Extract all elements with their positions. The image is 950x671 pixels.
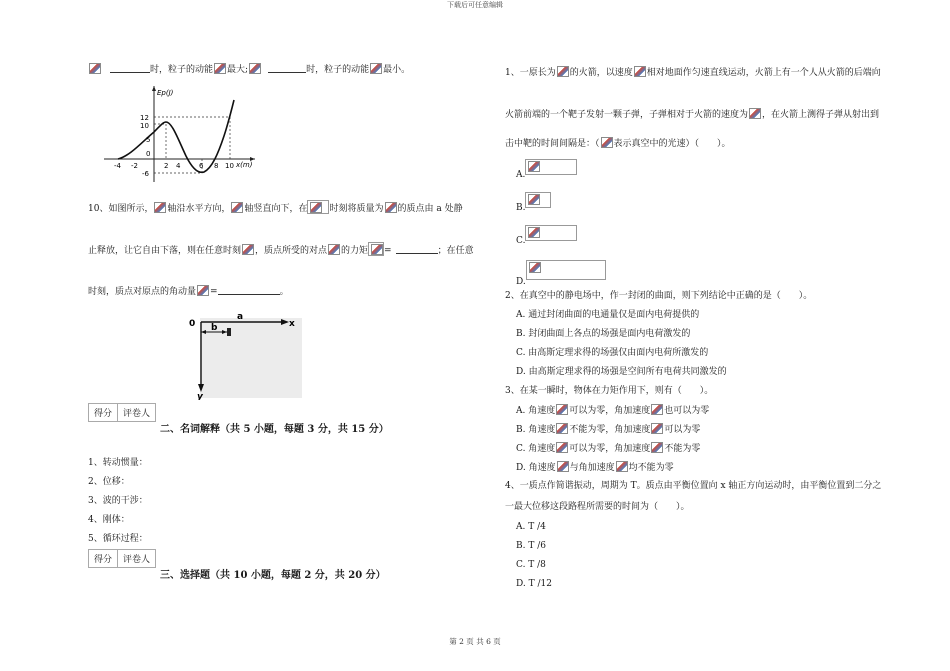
x-tick-label: 4 <box>176 162 181 170</box>
q1-option-c[interactable]: C. <box>516 225 577 247</box>
a-label: a <box>237 312 244 322</box>
formula-image-icon <box>634 66 646 77</box>
x-tick-label: -2 <box>131 162 138 170</box>
y-tick-label: 0 <box>146 150 151 158</box>
formula-image-icon <box>528 194 540 205</box>
formula-image-icon <box>242 244 254 255</box>
q4-line2: 一最大位移这段路程所需要的时间为（ ）。 <box>505 502 690 512</box>
q10-line1: 10、如图所示， 轴沿水平方向， 轴竖直向下，在 时刻将质量为 的质点由 a 处静 <box>88 200 463 215</box>
q4-option-b[interactable]: B. T /6 <box>516 541 546 551</box>
formula-image-icon <box>651 423 663 434</box>
q2-stem: 2、在真空中的静电场中，作一封闭的曲面，则下列结论中正确的是（ ）。 <box>505 291 813 301</box>
q1-option-d[interactable]: D. <box>516 260 606 288</box>
coordinate-diagram <box>185 308 305 400</box>
x-tick-label: 2 <box>164 162 169 170</box>
formula-image-icon <box>616 461 628 472</box>
formula-image-icon <box>89 63 101 74</box>
formula-image-icon <box>557 461 569 472</box>
x-tick-label: -4 <box>114 162 121 170</box>
formula-image-icon <box>371 244 383 255</box>
formula-image-icon <box>529 262 541 273</box>
x-tick-label: 6 <box>199 162 204 170</box>
formula-image-icon <box>556 404 568 415</box>
y-tick-label: -6 <box>142 170 149 178</box>
q1-option-a[interactable]: A. <box>516 159 577 181</box>
formula-image-icon <box>556 423 568 434</box>
score-box: 得分 评卷人 <box>88 403 156 422</box>
page-footer: 第 2 页 共 6 页 <box>449 637 501 646</box>
formula-image-icon <box>385 202 397 213</box>
potential-energy-graph <box>100 84 260 184</box>
y-label: y <box>197 392 203 400</box>
q3-option-c[interactable]: C. 角速度 可以为零，角加速度 不能为零 <box>516 444 701 454</box>
formula-image-box <box>526 260 606 280</box>
formula-image-icon <box>154 202 166 213</box>
formula-image-icon <box>310 202 322 213</box>
q4-option-c[interactable]: C. T /8 <box>516 560 546 570</box>
q1-option-b[interactable]: B. <box>516 192 551 214</box>
x-axis-label: x(m) <box>236 161 253 169</box>
y-tick-label: 5 <box>146 136 151 144</box>
formula-image-icon <box>231 202 243 213</box>
score-box: 得分 评卷人 <box>88 549 156 568</box>
section-2-title: 二、名词解释（共 5 小题，每题 3 分，共 15 分） <box>160 424 389 435</box>
formula-image-icon <box>557 66 569 77</box>
q2-option-b[interactable]: B. 封闭曲面上各点的场强是面内电荷激发的 <box>516 329 691 339</box>
y-axis-label: Ep(J) <box>157 89 174 97</box>
q2-option-a[interactable]: A. 通过封闭曲面的电通量仅是面内电荷提供的 <box>516 310 700 320</box>
formula-image-box <box>525 192 551 208</box>
term-item: 1、转动惯量： <box>88 458 148 468</box>
origin-label: 0 <box>189 319 196 329</box>
q3-option-d[interactable]: D. 角速度 与角加速度 均不能为零 <box>516 463 674 473</box>
q3-option-a[interactable]: A. 角速度 可以为零，角加速度 也可以为零 <box>516 406 710 416</box>
term-item: 4、刚体： <box>88 515 130 525</box>
q4-line1: 4、一质点作简谐振动，周期为 T。质点由平衡位置向 x 轴正方向运动时，由平衡位置到二分之 <box>505 481 882 491</box>
formula-image-icon <box>249 63 261 74</box>
y-tick-label: 10 <box>140 122 149 130</box>
formula-image-icon <box>556 442 568 453</box>
formula-image-box <box>525 225 577 241</box>
formula-image-icon <box>651 442 663 453</box>
formula-image-icon <box>370 63 382 74</box>
formula-image-icon <box>749 108 761 119</box>
formula-image-box <box>307 200 329 214</box>
formula-image-icon <box>601 137 613 148</box>
q1-line1: 1、一原长为 的火箭，以速度 相对地面作匀速直线运动，火箭上有一个人从火箭的后端向 <box>505 68 881 78</box>
term-item: 5、循环过程： <box>88 534 148 544</box>
q4-option-a[interactable]: A. T /4 <box>516 522 546 532</box>
q3-stem: 3、在某一瞬时，物体在力矩作用下，则有（ ）。 <box>505 386 714 396</box>
formula-image-icon <box>528 227 540 238</box>
term-item: 2、位移： <box>88 477 130 487</box>
term-item: 3、波的干涉： <box>88 496 148 506</box>
b-label: b <box>211 323 218 333</box>
q1-line2: 火箭前端的一个靶子发射一颗子弹，子弹相对于火箭的速度为 ，在火箭上测得子弹从射出到 <box>505 110 880 120</box>
formula-image-box <box>368 242 384 256</box>
q4-option-d[interactable]: D. T /12 <box>516 579 552 589</box>
x-label: x <box>289 319 295 329</box>
q10-line3: 时刻，质点对原点的角动量 = 。 <box>88 287 289 297</box>
q3-option-b[interactable]: B. 角速度 不能为零，角加速度 可以为零 <box>516 425 701 435</box>
q10-line2: 止释放，让它自由下落，则在任意时刻 ，质点所受的对点 的力矩 = ；在任意 <box>88 242 474 257</box>
x-tick-label: 10 <box>225 162 234 170</box>
section-3-title: 三、选择题（共 10 小题，每题 2 分，共 20 分） <box>160 570 386 581</box>
x-tick-label: 8 <box>214 162 219 170</box>
formula-image-icon <box>528 161 540 172</box>
q2-option-c[interactable]: C. 由高斯定理求得的场强仅由面内电荷所激发的 <box>516 348 709 358</box>
formula-image-box <box>525 159 577 175</box>
formula-image-icon <box>197 285 209 296</box>
q2-option-d[interactable]: D. 由高斯定理求得的场强是空间所有电荷共同激发的 <box>516 367 727 377</box>
page-header: 下载后可任意编辑 <box>447 1 503 9</box>
formula-image-icon <box>214 63 226 74</box>
formula-image-icon <box>651 404 663 415</box>
formula-image-icon <box>328 244 340 255</box>
q9-tail: 时，粒子的动能 最大; 时，粒子的动能 最小。 <box>88 63 410 76</box>
y-tick-label: 12 <box>140 114 149 122</box>
q1-line3: 击中靶的时间间隔是：（ 表示真空中的光速）（ ）。 <box>505 139 731 149</box>
